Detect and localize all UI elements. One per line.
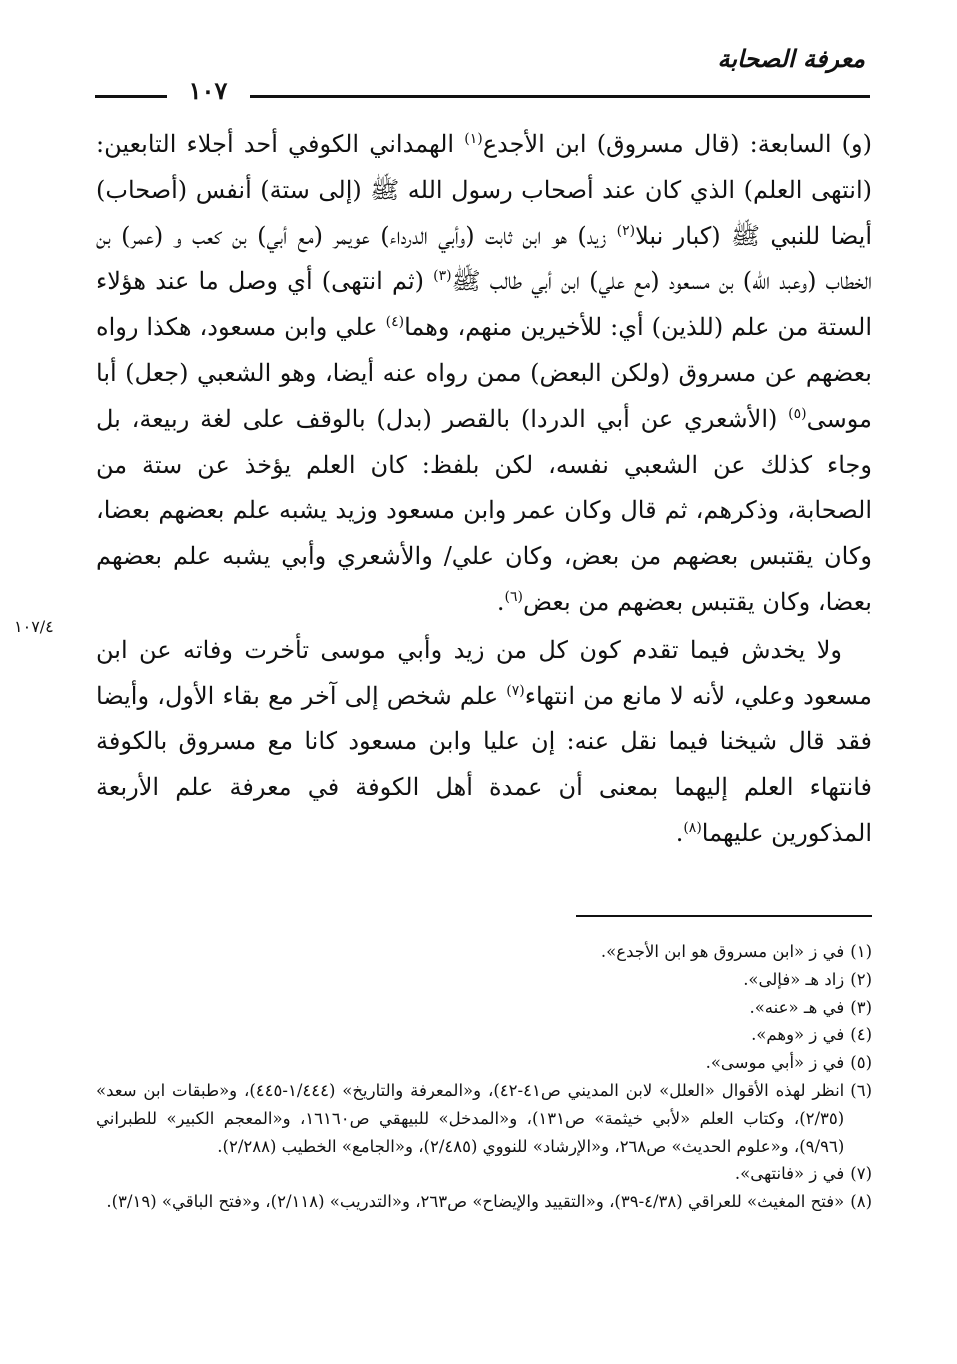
text-run: علي وابن مسعود، هكذا رواه بعضهم عن مسروق (ولكن البعض) ممن رواه عنه أيضا، وهو الشعبي (جعل) أبا موسى [96, 313, 872, 433]
footnote-ref-4: (٤) [385, 314, 405, 331]
text-run: ولا يخدش فيما تقدم كون كل من زيد وأبي موسى تأخرت وفاته عن ابن مسعود وعلي، لأنه لا مانع من انتهاء [96, 635, 872, 710]
footnote-number: (٧) [850, 1164, 872, 1184]
footnote-4 [96, 1021, 872, 1049]
footnote-8 [96, 1188, 872, 1216]
footnote-number: (٦) [850, 1080, 872, 1100]
footnote-number: (٤) [850, 1025, 872, 1045]
paragraph-1 [96, 122, 872, 626]
footnote-5 [96, 1049, 872, 1077]
footnote-ref-8: (٨) [683, 819, 702, 836]
footnote-text: في ز «أبي موسى». [705, 1053, 845, 1073]
footnote-number: (٨) [850, 1192, 872, 1212]
footnote-text: انظر لهذه الأقوال «العلل» لابن المديني ص٤١-٤٢)، و«المعرفة والتاريخ» (١/٤٤٤-٤٤٥)، و«طبقات ابن سعد» (٢/٣٥)، وكتاب العلم «لأبي خيثمة» ص١٣١)، و«المدخل» للبيهقي ص١٦١٦٠، و«المعجم الكبير» للطبراني (٩/٩٦)، و«علوم الحديث» ص٢٦٨، و«الإرشاد» للنووي (٢/٤٨٥)، و«الجامع» الخطيب (٢/٢٨٨). [96, 1080, 845, 1156]
footnote-text: في ز «وهم». [751, 1025, 845, 1045]
footnote-number: (٢) [850, 969, 872, 989]
text-run: زيد) هو ابن ثابت (وأبي الدرداء) عويمر (مع أبي) بن كعب و (عمر) بن الخطاب (وعبد اللّه) بن مسعود (مع علي) ابن أبي طالب ﷺ [96, 221, 872, 296]
footnote-text: في ز «فانتهى». [734, 1164, 845, 1184]
text-run: الهمداني الكوفي أحد أجلاء التابعين: (انتهى العلم) الذي كان عند أصحاب رسول الله ﷺ (إلى ستة) أنفس (أصحاب) أيضا للنبي ﷺ (كبار نبلا [96, 130, 873, 250]
footnote-text: في هـ «عنه». [749, 997, 845, 1017]
footnotes [96, 938, 872, 1216]
text-run: (و) السابعة: (قال مسروق) ابن الأجدع [482, 130, 872, 158]
footnote-1 [96, 938, 872, 966]
header-rule [250, 95, 870, 98]
text-run: . [496, 587, 505, 616]
footnote-ref-3: (٣) [433, 268, 452, 285]
footnote-ref-2: (٢) [616, 222, 636, 239]
footnote-ref-6: (٦) [504, 588, 523, 605]
main-text [96, 122, 872, 857]
margin-folio-reference: ١٠٧/٤ [14, 617, 54, 636]
footnote-number: (١) [850, 942, 872, 961]
footnote-text: زاد هـ «فإلى». [743, 969, 845, 989]
footnote-ref-7: (٧) [506, 682, 525, 699]
footnote-3 [96, 994, 872, 1022]
running-title: معرفة الصحابة [717, 44, 865, 73]
footnote-ref-1: (١) [464, 131, 483, 147]
text-run: (الأشعري عن أبي الدردا) بالقصر (بدل) بالوقف على لغة ربيعة، بل وجاء كذلك عن الشعبي نفسه، لكن بلفظ: كان العلم يؤخذ عن ستة من الصحابة، وذكرهم، ثم قال وكان عمر وابن مسعود وزيد يشبه علم بعضهم بعضا، وكان يقتبس بعضهم من بعض، وكان علي/ والأشعري وأبي يشبه علم بعضهم بعضا، وكان يقتبس بعضهم من بعض [96, 404, 872, 616]
text-run: . [675, 818, 684, 847]
paragraph-2 [96, 628, 872, 857]
footnote-6 [96, 1077, 872, 1160]
page-number: ١٠٧ [188, 76, 228, 105]
footnote-2 [96, 966, 872, 994]
footnote-7 [96, 1160, 872, 1188]
footnote-separator [576, 915, 872, 917]
text-run: علم شخص إلى آخر مع بقاء الأول، وأيضا فقد قال شيخنا فيما نقل عنه: إن عليا وابن مسعود كانا مع مسروق بالكوفة فانتهاء العلم إليهما بمعنى أن عمدة أهل الكوفة في معرفة علم الأربعة المذكورين عليهما [96, 681, 872, 847]
header-rule-short [95, 95, 167, 98]
footnote-number: (٣) [850, 997, 872, 1017]
footnote-ref-5: (٥) [788, 405, 807, 422]
text-run: (ثم انتهى) أي وصل ما عند هؤلاء الستة من علم (للذين) أي: للأخيرين منهم، وهما [96, 267, 872, 342]
footnote-text: في ز «ابن مسروق هو ابن الأجدع». [600, 942, 845, 961]
footnote-text: «فتح المغيث» للعراقي (٤/٣٨-٣٩)، و«التقييد والإيضاح» ص٢٦٣، و«التدريب» (٢/١١٨)، و«فتح الباقي» (٣/١٩). [106, 1192, 845, 1212]
footnote-number: (٥) [850, 1053, 872, 1073]
